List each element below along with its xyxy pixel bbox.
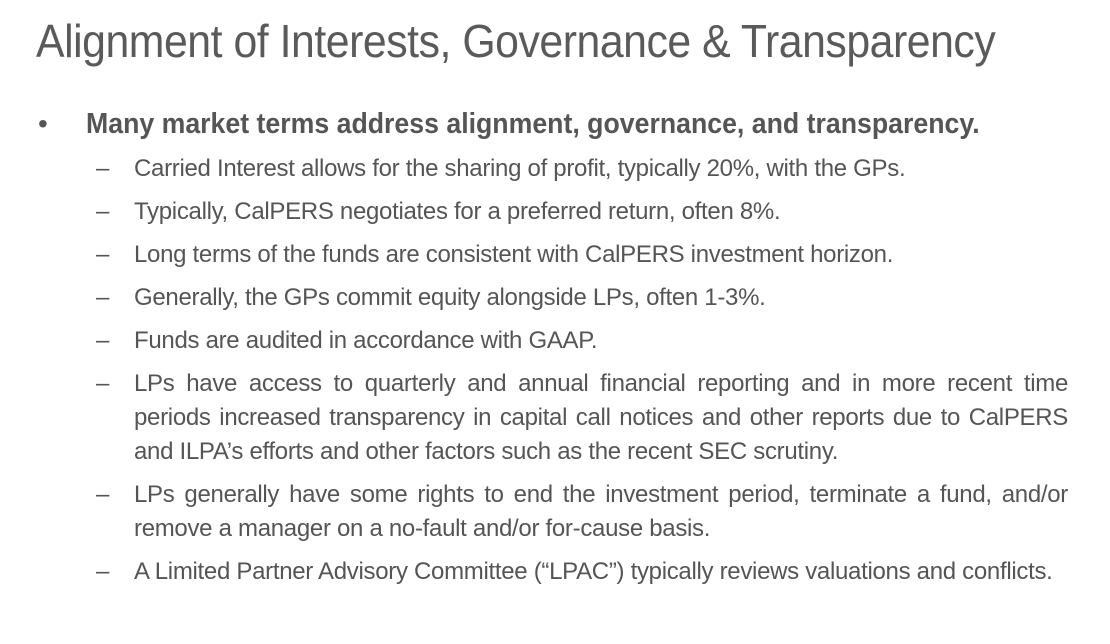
sub-bullet-text: Generally, the GPs commit equity alongside LPs, often 1-3%. xyxy=(134,284,766,311)
main-bullet-text: Many market terms address alignment, governance, and transparency. xyxy=(86,108,980,140)
dash-marker: – xyxy=(96,198,110,225)
sub-bullet-item xyxy=(96,478,1068,546)
dash-marker: – xyxy=(96,284,110,311)
dash-marker: – xyxy=(96,370,110,397)
slide-title: Alignment of Interests, Governance & Transparency xyxy=(36,15,996,67)
dash-marker: – xyxy=(96,241,110,268)
sub-bullet-item xyxy=(96,555,1068,589)
sub-bullet-text: LPs generally have some rights to end the investment period, terminate a fund, and/or remove a manager on a no-fault and/or for-cause basis. xyxy=(134,481,1068,542)
sub-bullet-item xyxy=(96,367,1068,469)
sub-bullet-item xyxy=(96,152,1068,186)
dash-marker: – xyxy=(96,327,110,354)
sub-bullet-text: Typically, CalPERS negotiates for a preferred return, often 8%. xyxy=(134,198,781,225)
sub-bullet-item xyxy=(96,281,1068,315)
dash-marker: – xyxy=(96,481,110,508)
sub-bullet-text: A Limited Partner Advisory Committee (“LPAC”) typically reviews valuations and conflicts. xyxy=(134,558,1053,585)
sub-bullet-item xyxy=(96,195,1068,229)
dash-marker: – xyxy=(96,155,110,182)
sub-bullet-list xyxy=(96,152,1068,598)
main-bullet xyxy=(36,108,1076,141)
sub-bullet-text: Carried Interest allows for the sharing of profit, typically 20%, with the GPs. xyxy=(134,155,906,182)
sub-bullet-text: Funds are audited in accordance with GAAP. xyxy=(134,327,598,354)
sub-bullet-text: Long terms of the funds are consistent with CalPERS investment horizon. xyxy=(134,241,894,268)
sub-bullet-item xyxy=(96,324,1068,358)
dash-marker: – xyxy=(96,558,110,585)
sub-bullet-text: LPs have access to quarterly and annual financial reporting and in more recent time periods increased transparency in capital call notices and other reports due to CalPERS and ILPA’s efforts and other factors such as the recent SEC scrutiny. xyxy=(134,370,1068,465)
sub-bullet-item xyxy=(96,238,1068,272)
bullet-marker: • xyxy=(38,108,48,139)
